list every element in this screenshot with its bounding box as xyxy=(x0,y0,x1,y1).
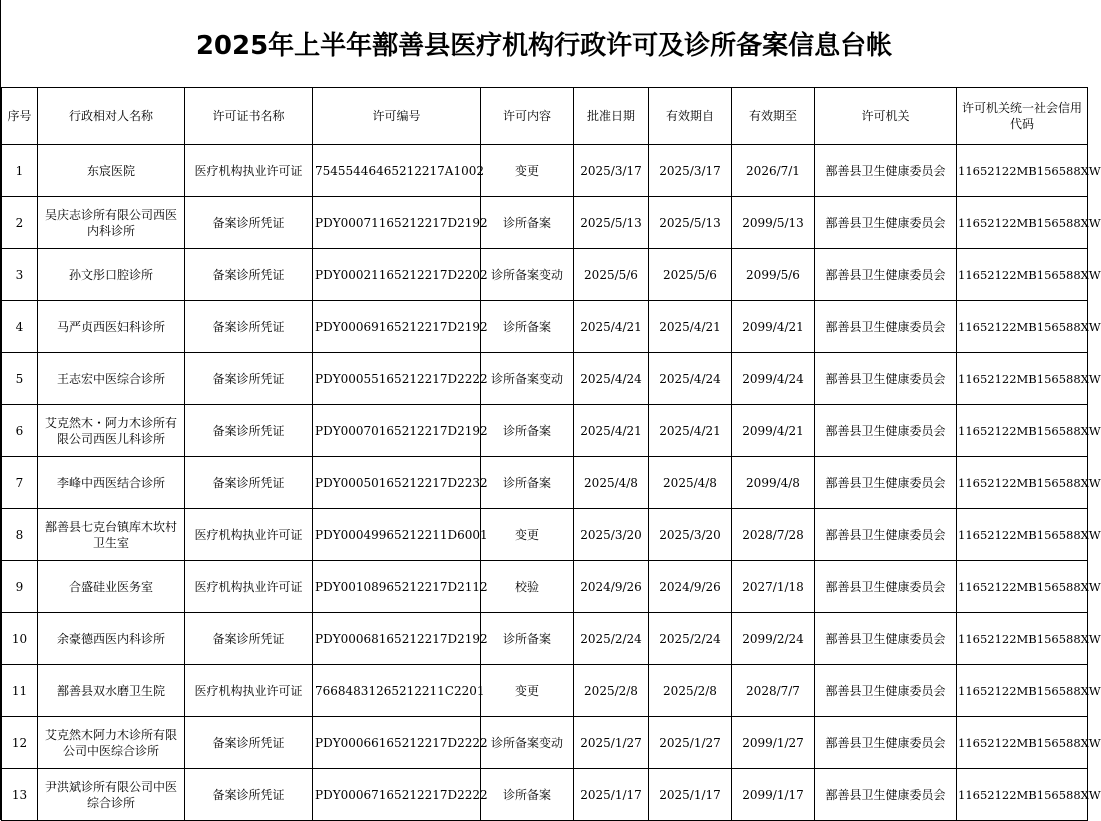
cell-seq: 9 xyxy=(2,561,38,613)
header-cert: 许可证书名称 xyxy=(185,88,313,145)
cell-valid-to: 2099/1/17 xyxy=(732,769,815,821)
cell-cert: 医疗机构执业许可证 xyxy=(185,509,313,561)
cell-credit-code: 11652122MB156588XW xyxy=(957,665,1088,717)
cell-approved: 2025/4/24 xyxy=(574,353,649,405)
cell-number: PDY00070165212217D2192 xyxy=(313,405,481,457)
cell-name: 王志宏中医综合诊所 xyxy=(38,353,185,405)
header-valid-to: 有效期至 xyxy=(732,88,815,145)
table-row xyxy=(2,613,1088,665)
cell-credit-code: 11652122MB156588XW xyxy=(957,717,1088,769)
table-row xyxy=(2,717,1088,769)
cell-approved: 2025/1/17 xyxy=(574,769,649,821)
cell-authority: 鄯善县卫生健康委员会 xyxy=(815,457,957,509)
cell-authority: 鄯善县卫生健康委员会 xyxy=(815,301,957,353)
cell-seq: 13 xyxy=(2,769,38,821)
cell-number: 75455446465212217A1002 xyxy=(313,145,481,197)
cell-approved: 2025/5/6 xyxy=(574,249,649,301)
cell-valid-from: 2025/2/24 xyxy=(649,613,732,665)
header-row xyxy=(2,88,1088,145)
cell-valid-from: 2025/4/21 xyxy=(649,405,732,457)
cell-valid-from: 2025/3/17 xyxy=(649,145,732,197)
cell-valid-from: 2025/1/17 xyxy=(649,769,732,821)
cell-content: 诊所备案 xyxy=(481,769,574,821)
cell-seq: 4 xyxy=(2,301,38,353)
cell-name: 鄯善县双水磨卫生院 xyxy=(38,665,185,717)
cell-valid-to: 2099/5/6 xyxy=(732,249,815,301)
cell-content: 诊所备案 xyxy=(481,301,574,353)
cell-content: 诊所备案 xyxy=(481,405,574,457)
cell-number: PDY00050165212217D2232 xyxy=(313,457,481,509)
cell-authority: 鄯善县卫生健康委员会 xyxy=(815,249,957,301)
cell-credit-code: 11652122MB156588XW xyxy=(957,457,1088,509)
cell-name: 艾克然木阿力木诊所有限公司中医综合诊所 xyxy=(38,717,185,769)
cell-authority: 鄯善县卫生健康委员会 xyxy=(815,561,957,613)
cell-credit-code: 11652122MB156588XW xyxy=(957,769,1088,821)
table-row xyxy=(2,249,1088,301)
cell-valid-from: 2025/4/21 xyxy=(649,301,732,353)
cell-content: 诊所备案 xyxy=(481,197,574,249)
cell-valid-from: 2025/2/8 xyxy=(649,665,732,717)
ledger-body xyxy=(2,145,1101,821)
cell-number: PDY00071165212217D2192 xyxy=(313,197,481,249)
cell-credit-code: 11652122MB156588XW xyxy=(957,197,1088,249)
cell-content: 变更 xyxy=(481,509,574,561)
cell-number: PDY00069165212217D2192 xyxy=(313,301,481,353)
cell-valid-from: 2024/9/26 xyxy=(649,561,732,613)
cell-credit-code: 11652122MB156588XW xyxy=(957,249,1088,301)
table-row xyxy=(2,405,1088,457)
cell-cert: 医疗机构执业许可证 xyxy=(185,665,313,717)
cell-content: 校验 xyxy=(481,561,574,613)
cell-seq: 6 xyxy=(2,405,38,457)
header-content: 许可内容 xyxy=(481,88,574,145)
cell-cert: 备案诊所凭证 xyxy=(185,717,313,769)
cell-approved: 2025/5/13 xyxy=(574,197,649,249)
table-row xyxy=(2,457,1088,509)
cell-credit-code: 11652122MB156588XW xyxy=(957,145,1088,197)
cell-name: 合盛硅业医务室 xyxy=(38,561,185,613)
cell-content: 诊所备案 xyxy=(481,613,574,665)
cell-approved: 2025/1/27 xyxy=(574,717,649,769)
cell-seq: 7 xyxy=(2,457,38,509)
cell-approved: 2024/9/26 xyxy=(574,561,649,613)
table-row xyxy=(2,561,1088,613)
cell-number: PDY00068165212217D2192 xyxy=(313,613,481,665)
cell-valid-to: 2099/2/24 xyxy=(732,613,815,665)
cell-number: PDY00049965212211D6001 xyxy=(313,509,481,561)
cell-valid-to: 2027/1/18 xyxy=(732,561,815,613)
cell-name: 李峰中西医结合诊所 xyxy=(38,457,185,509)
table-row xyxy=(2,665,1088,717)
cell-authority: 鄯善县卫生健康委员会 xyxy=(815,613,957,665)
cell-number: PDY00066165212217D2222 xyxy=(313,717,481,769)
cell-seq: 12 xyxy=(2,717,38,769)
header-authority: 许可机关 xyxy=(815,88,957,145)
table-row xyxy=(2,769,1088,821)
cell-content: 诊所备案变动 xyxy=(481,717,574,769)
cell-approved: 2025/3/17 xyxy=(574,145,649,197)
cell-number: PDY00067165212217D2222 xyxy=(313,769,481,821)
cell-credit-code: 11652122MB156588XW xyxy=(957,613,1088,665)
cell-valid-from: 2025/5/6 xyxy=(649,249,732,301)
cell-content: 变更 xyxy=(481,665,574,717)
cell-seq: 5 xyxy=(2,353,38,405)
cell-authority: 鄯善县卫生健康委员会 xyxy=(815,509,957,561)
cell-name: 鄯善县七克台镇库木坎村卫生室 xyxy=(38,509,185,561)
cell-authority: 鄯善县卫生健康委员会 xyxy=(815,665,957,717)
cell-seq: 3 xyxy=(2,249,38,301)
cell-valid-to: 2028/7/7 xyxy=(732,665,815,717)
cell-valid-from: 2025/4/24 xyxy=(649,353,732,405)
cell-cert: 备案诊所凭证 xyxy=(185,197,313,249)
cell-approved: 2025/4/8 xyxy=(574,457,649,509)
cell-credit-code: 11652122MB156588XW xyxy=(957,301,1088,353)
cell-authority: 鄯善县卫生健康委员会 xyxy=(815,717,957,769)
table-row xyxy=(2,353,1088,405)
cell-name: 东宸医院 xyxy=(38,145,185,197)
cell-seq: 11 xyxy=(2,665,38,717)
cell-name: 余豪德西医内科诊所 xyxy=(38,613,185,665)
cell-valid-to: 2099/4/21 xyxy=(732,301,815,353)
cell-authority: 鄯善县卫生健康委员会 xyxy=(815,145,957,197)
header-approved: 批准日期 xyxy=(574,88,649,145)
cell-seq: 10 xyxy=(2,613,38,665)
cell-valid-to: 2099/4/8 xyxy=(732,457,815,509)
table-row xyxy=(2,301,1088,353)
cell-name: 尹洪斌诊所有限公司中医综合诊所 xyxy=(38,769,185,821)
cell-number: PDY00108965212217D2112 xyxy=(313,561,481,613)
cell-cert: 备案诊所凭证 xyxy=(185,405,313,457)
cell-cert: 医疗机构执业许可证 xyxy=(185,561,313,613)
header-seq: 序号 xyxy=(2,88,38,145)
cell-valid-from: 2025/4/8 xyxy=(649,457,732,509)
header-number: 许可编号 xyxy=(313,88,481,145)
license-ledger-table xyxy=(1,87,1101,821)
cell-valid-to: 2028/7/28 xyxy=(732,509,815,561)
cell-approved: 2025/2/8 xyxy=(574,665,649,717)
cell-name: 艾克然木・阿力木诊所有限公司西医儿科诊所 xyxy=(38,405,185,457)
cell-cert: 备案诊所凭证 xyxy=(185,353,313,405)
cell-content: 变更 xyxy=(481,145,574,197)
cell-content: 诊所备案变动 xyxy=(481,353,574,405)
cell-name: 吴庆志诊所有限公司西医内科诊所 xyxy=(38,197,185,249)
cell-credit-code: 11652122MB156588XW xyxy=(957,405,1088,457)
table-row xyxy=(2,145,1088,197)
table-row xyxy=(2,197,1088,249)
cell-seq: 8 xyxy=(2,509,38,561)
cell-cert: 备案诊所凭证 xyxy=(185,613,313,665)
cell-content: 诊所备案 xyxy=(481,457,574,509)
cell-valid-from: 2025/5/13 xyxy=(649,197,732,249)
cell-approved: 2025/3/20 xyxy=(574,509,649,561)
header-valid-from: 有效期自 xyxy=(649,88,732,145)
cell-seq: 2 xyxy=(2,197,38,249)
cell-name: 孙文彤口腔诊所 xyxy=(38,249,185,301)
header-credit-code: 许可机关统一社会信用代码 xyxy=(957,88,1088,145)
cell-name: 马严贞西医妇科诊所 xyxy=(38,301,185,353)
cell-cert: 备案诊所凭证 xyxy=(185,457,313,509)
cell-approved: 2025/2/24 xyxy=(574,613,649,665)
cell-valid-to: 2099/5/13 xyxy=(732,197,815,249)
cell-credit-code: 11652122MB156588XW xyxy=(957,509,1088,561)
header-name: 行政相对人名称 xyxy=(38,88,185,145)
cell-content: 诊所备案变动 xyxy=(481,249,574,301)
cell-valid-to: 2099/1/27 xyxy=(732,717,815,769)
cell-authority: 鄯善县卫生健康委员会 xyxy=(815,353,957,405)
table-row xyxy=(2,509,1088,561)
cell-number: PDY00021165212217D2202 xyxy=(313,249,481,301)
cell-approved: 2025/4/21 xyxy=(574,301,649,353)
cell-valid-to: 2099/4/24 xyxy=(732,353,815,405)
cell-cert: 医疗机构执业许可证 xyxy=(185,145,313,197)
cell-credit-code: 11652122MB156588XW xyxy=(957,353,1088,405)
cell-valid-from: 2025/3/20 xyxy=(649,509,732,561)
cell-authority: 鄯善县卫生健康委员会 xyxy=(815,405,957,457)
cell-seq: 1 xyxy=(2,145,38,197)
cell-credit-code: 11652122MB156588XW xyxy=(957,561,1088,613)
cell-approved: 2025/4/21 xyxy=(574,405,649,457)
cell-number: 76684831265212211C2201 xyxy=(313,665,481,717)
cell-number: PDY00055165212217D2222 xyxy=(313,353,481,405)
cell-authority: 鄯善县卫生健康委员会 xyxy=(815,197,957,249)
cell-valid-from: 2025/1/27 xyxy=(649,717,732,769)
page-title: 2025年上半年鄯善县医疗机构行政许可及诊所备案信息台帐 xyxy=(195,31,893,61)
cell-valid-to: 2026/7/1 xyxy=(732,145,815,197)
cell-cert: 备案诊所凭证 xyxy=(185,769,313,821)
cell-authority: 鄯善县卫生健康委员会 xyxy=(815,769,957,821)
cell-cert: 备案诊所凭证 xyxy=(185,249,313,301)
cell-cert: 备案诊所凭证 xyxy=(185,301,313,353)
cell-valid-to: 2099/4/21 xyxy=(732,405,815,457)
